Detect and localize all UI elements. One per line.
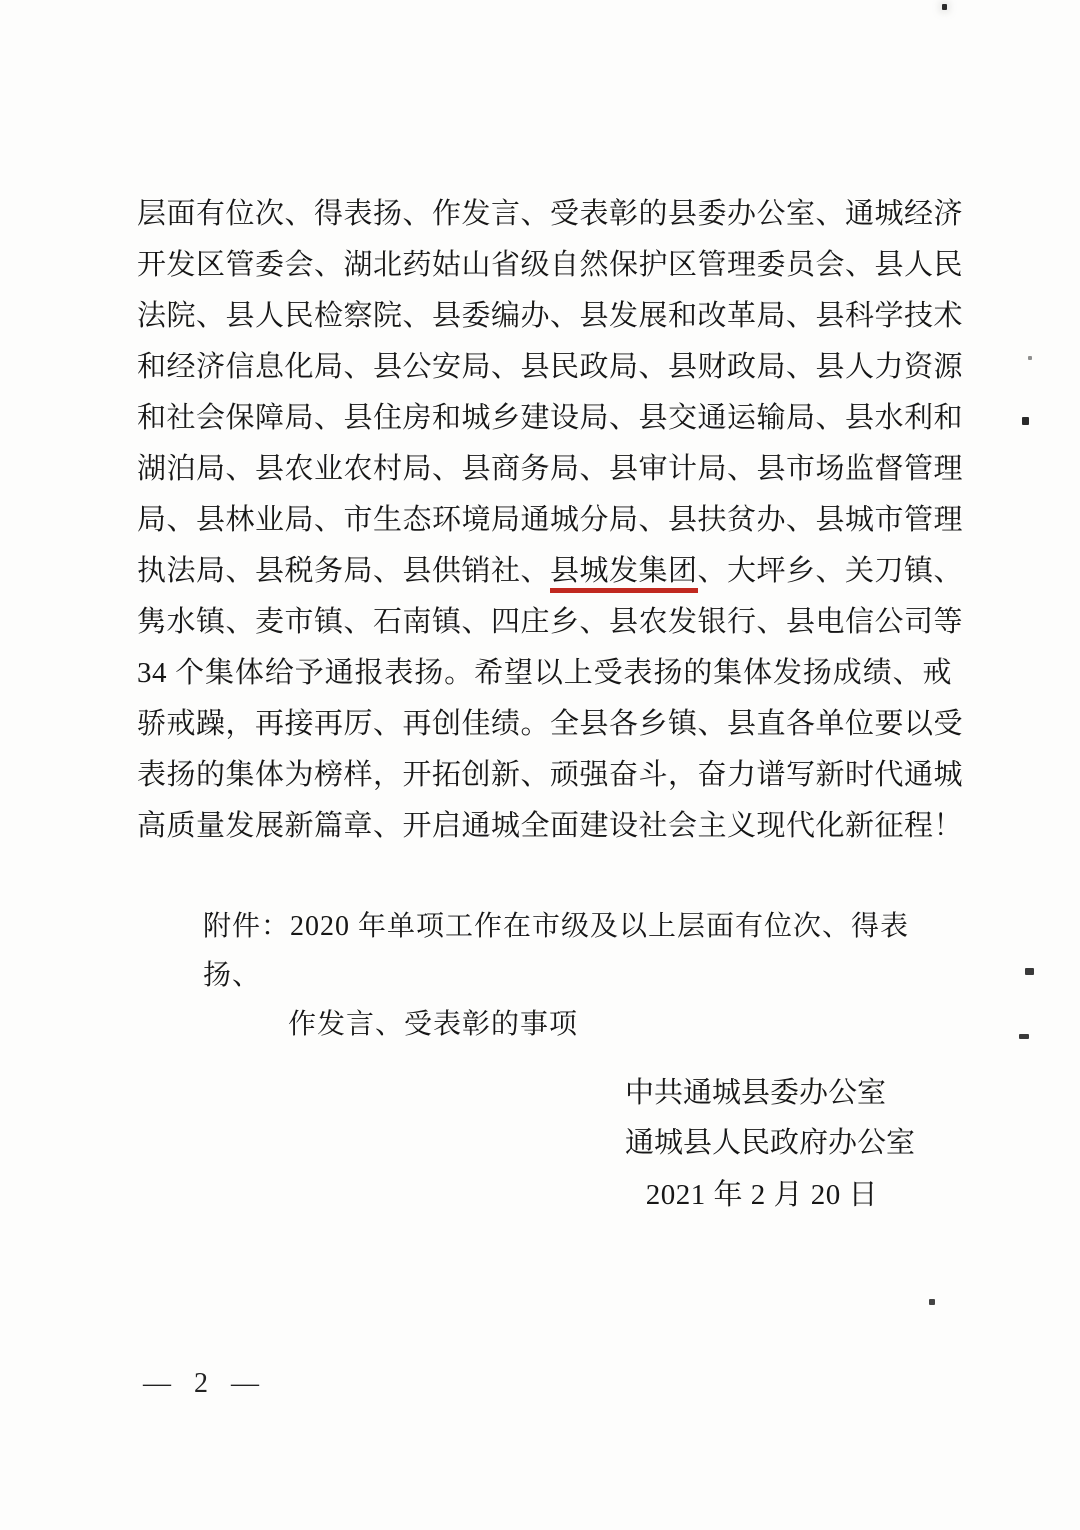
body-line [137, 546, 964, 597]
attachment-line-2: 作发言、受表彰的事项 [288, 1009, 579, 1040]
signature-org-party: 中共通城县委办公室 [625, 1077, 887, 1109]
body-text-segment: 、大坪乡、关刀镇、 [697, 555, 964, 587]
body-text-segment: 表扬的集体为榜样，开拓创新、顽强奋斗，奋力谱写新时代通城 [137, 759, 964, 791]
attachment-line-1: 附件：2020 年单项工作在市级及以上层面有位次、得表扬、 [203, 911, 910, 991]
body-text-segment: 局、县林业局、市生态环境局通城分局、县扶贫办、县城市管理 [137, 504, 964, 536]
scan-artifact [942, 4, 947, 10]
signature-org-government: 通城县人民政府办公室 [625, 1127, 916, 1159]
body-paragraph [137, 189, 964, 852]
body-text-segment: 和经济信息化局、县公安局、县民政局、县财政局、县人力资源 [137, 351, 964, 383]
body-text-segment: 隽水镇、麦市镇、石南镇、四庄乡、县农发银行、县电信公司等 [137, 606, 964, 638]
scan-artifact [1025, 968, 1034, 975]
body-text-segment: 和社会保障局、县住房和城乡建设局、县交通运输局、县水利和 [137, 402, 964, 434]
highlighted-org-name: 县城发集团 [550, 555, 698, 593]
body-line [137, 342, 964, 393]
body-text-segment: 层面有位次、得表扬、作发言、受表彰的县委办公室、通城经济 [137, 198, 964, 230]
body-text-segment: 高质量发展新篇章、开启通城全面建设社会主义现代化新征程！ [137, 810, 964, 842]
body-text-segment: 34 个集体给予通报表扬。希望以上受表扬的集体发扬成绩、戒 [137, 657, 952, 689]
body-text-segment: 法院、县人民检察院、县委编办、县发展和改革局、县科学技术 [137, 300, 964, 332]
body-text-segment: 开发区管委会、湖北药姑山省级自然保护区管理委员会、县人民 [137, 249, 964, 281]
body-text-segment: 湖泊局、县农业农村局、县商务局、县审计局、县市场监督管理 [137, 453, 964, 485]
signature-date: 2021 年 2 月 20 日 [645, 1179, 878, 1211]
body-line [137, 495, 964, 546]
body-line [137, 393, 964, 444]
body-text-segment: 执法局、县税务局、县供销社、 [137, 555, 551, 587]
body-line [137, 444, 964, 495]
scan-artifact [929, 1299, 935, 1305]
attachment-note [137, 902, 952, 1049]
body-line [137, 291, 964, 342]
signature-block [625, 1068, 916, 1220]
body-line [137, 240, 964, 291]
body-line [137, 648, 952, 699]
body-line [137, 189, 964, 240]
scan-artifact [1022, 417, 1029, 425]
scan-artifact [1019, 1034, 1029, 1039]
body-line [137, 750, 964, 801]
body-line [137, 801, 964, 852]
body-text-segment: 骄戒躁，再接再厉、再创佳绩。全县各乡镇、县直各单位要以受 [137, 708, 964, 740]
body-line [137, 597, 964, 648]
scan-artifact [1028, 356, 1032, 360]
body-line [137, 699, 964, 750]
page-number: — 2 — [143, 1368, 260, 1399]
